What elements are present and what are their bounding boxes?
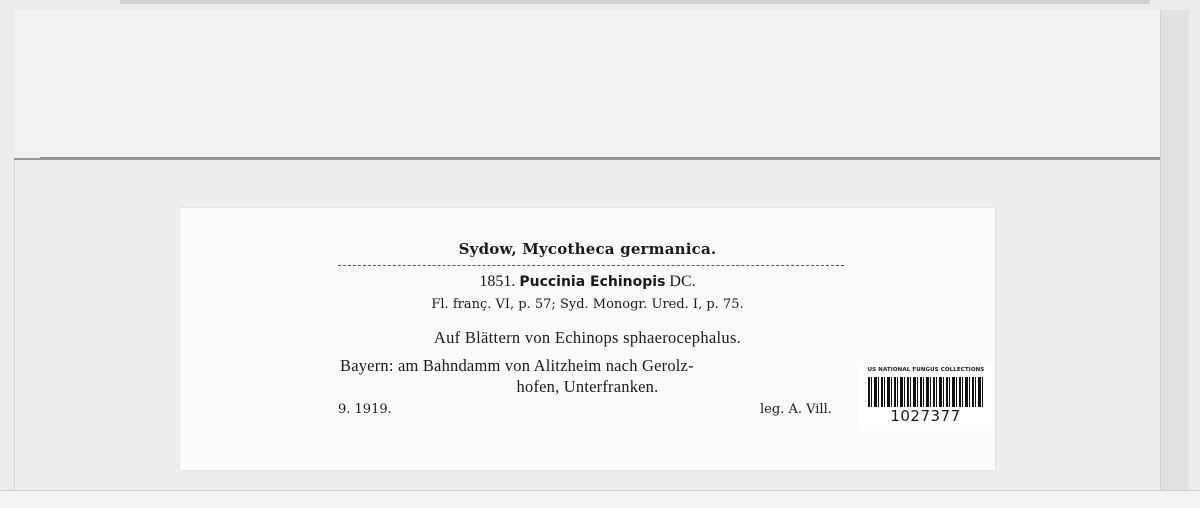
exsiccata-title: Sydow, Mycotheca germanica. — [458, 240, 717, 258]
barcode-icon — [868, 377, 984, 407]
envelope-right-edge — [1160, 10, 1189, 495]
locality-line-1: Bayern: am Bahndamm von Alitzheim nach Gerolz- — [340, 356, 694, 375]
envelope-flap — [14, 10, 1170, 160]
locality-line-2: hofen, Unterfranken. — [516, 377, 659, 396]
title-divider — [338, 265, 844, 266]
barcode-label — [858, 363, 993, 431]
host-line: Auf Blättern von Echinops sphaerocephalus. — [433, 328, 742, 347]
collection-date: 9. 1919. — [338, 402, 392, 417]
species-author: DC. — [669, 273, 696, 290]
top-strip — [120, 0, 1150, 4]
species-line — [180, 273, 995, 291]
barcode-header: US NATIONAL FUNGUS COLLECTIONS — [867, 367, 985, 373]
barcode-number: 1027377 — [890, 407, 961, 425]
exsiccata-number: 1851. — [479, 273, 516, 290]
bottom-edge — [0, 490, 1200, 508]
species-name: Puccinia Echinopis — [519, 274, 666, 290]
literature-reference: Fl. franç. VI, p. 57; Syd. Monogr. Ured. I, p. 75. — [431, 297, 744, 312]
collector: leg. A. Vill. — [760, 402, 832, 417]
envelope-fold-line — [40, 157, 1160, 158]
